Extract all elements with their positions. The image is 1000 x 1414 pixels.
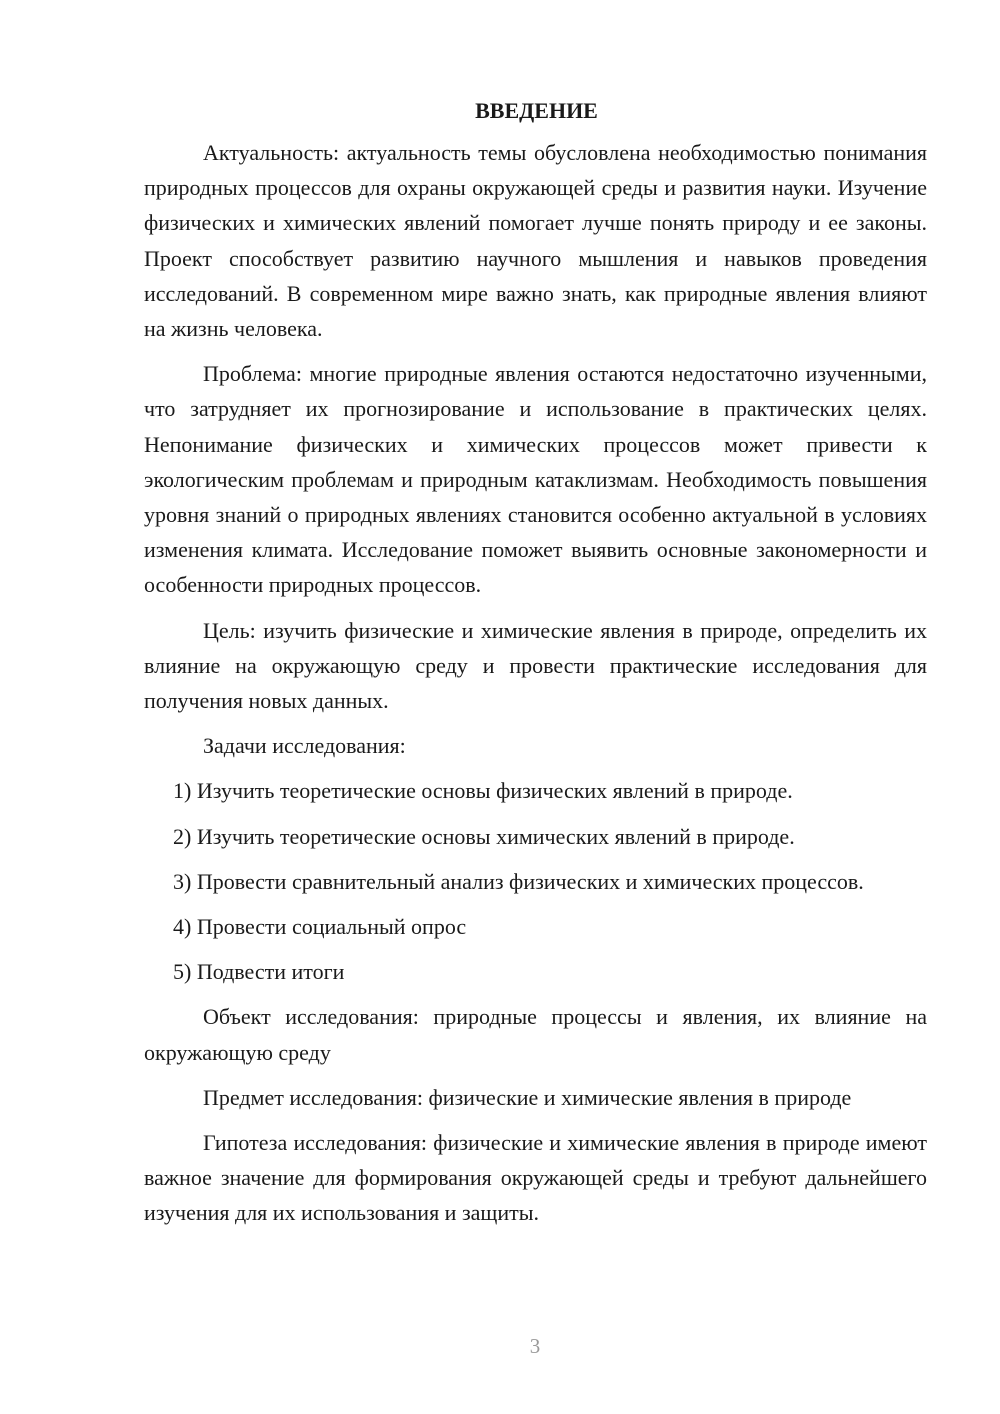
section-title: ВВЕДЕНИЕ [475,98,598,123]
task-item: 3) Провести сравнительный анализ физических и химических процессов. [173,868,864,894]
page-content [144,93,927,1241]
page-number: 3 [529,1334,541,1358]
subject-paragraph: Предмет исследования: физические и химические явления в природе [203,1084,852,1110]
problem-paragraph: Проблема: многие природные явления остаются недостаточно изученными, что затрудняет их прогнозирование и использование в практических целях. Непонимание физических и химических процессов может привести к экологическим проблемам и природным катаклизмам. Необходимость повышения уровня знаний о природных явлениях становится особенно актуальной в условиях изменения климата. Исследование поможет выявить основные закономерности и особенности природных процессов. [144,361,927,598]
goal-paragraph: Цель: изучить физические и химические явления в природе, определить их влияние на окружающую среду и провести практические исследования для получения новых данных. [144,617,927,714]
object-paragraph: Объект исследования: природные процессы и явления, их влияние на окружающую среду [144,1004,927,1065]
relevance-paragraph: Актуальность: актуальность темы обусловлена необходимостью понимания природных процессов для охраны окружающей среды и развития науки. Изучение физических и химических явлений помогает лучше понять природу и ее законы. Проект способствует развитию научного мышления и навыков проведения исследований. В современном мире важно знать, как природные явления влияют на жизнь человека. [144,140,927,342]
hypothesis-paragraph: Гипотеза исследования: физические и химические явления в природе имеют важное значение для формирования окружающей среды и требуют дальнейшего изучения для их использования и защиты. [144,1130,927,1226]
task-item: 4) Провести социальный опрос [173,914,467,940]
task-item: 1) Изучить теоретические основы физических явлений в природе. [173,778,793,804]
task-item: 2) Изучить теоретические основы химических явлений в природе. [173,823,795,849]
task-item: 5) Подвести итоги [173,959,345,985]
tasks-heading: Задачи исследования: [203,733,406,759]
